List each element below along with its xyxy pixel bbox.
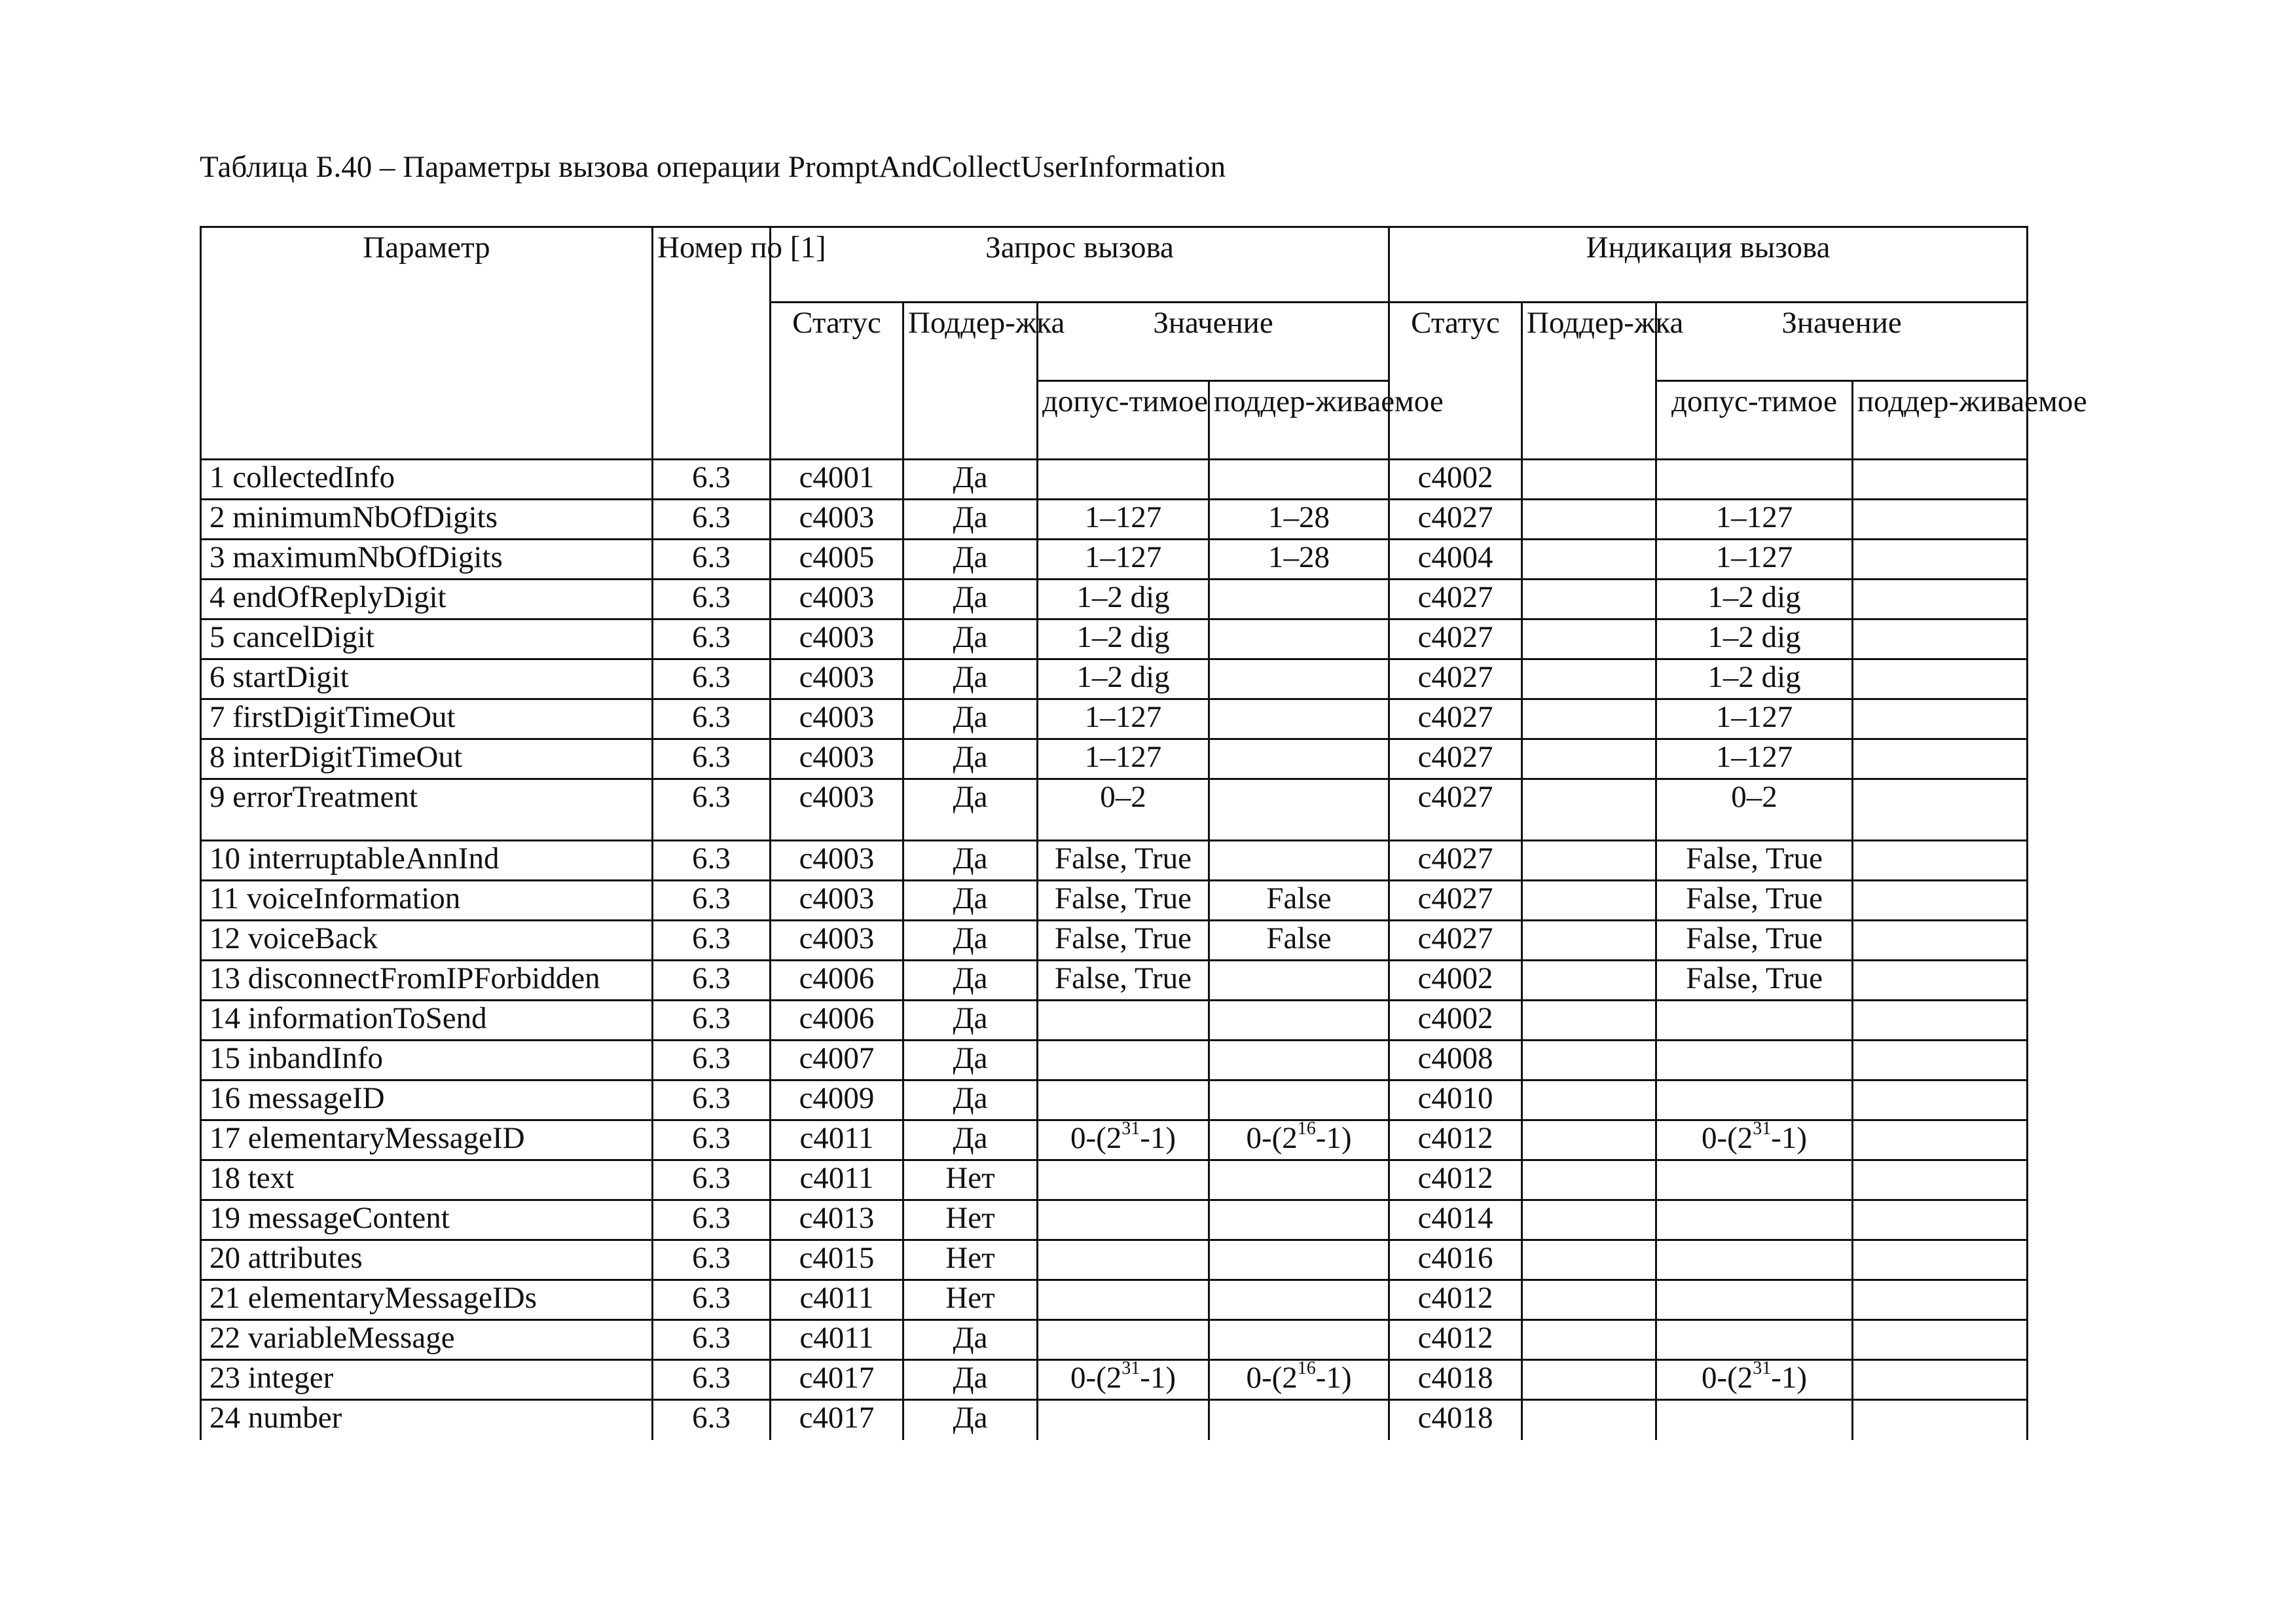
header-request-allowed: допус-тимое xyxy=(1038,381,1209,460)
request-allowed-cell xyxy=(1038,1041,1209,1080)
request-status-cell: c4003 xyxy=(771,841,903,881)
request-supported-cell xyxy=(1209,659,1389,699)
request-allowed-cell xyxy=(1038,460,1209,500)
request-status-cell: c4017 xyxy=(771,1400,903,1440)
table-row xyxy=(201,1240,2028,1280)
request-allowed-cell: False, True xyxy=(1038,881,1209,921)
param-cell: 2 minimumNbOfDigits xyxy=(201,500,653,540)
request-support-cell: Да xyxy=(903,580,1038,619)
number-cell: 6.3 xyxy=(653,841,771,881)
header-indication: Индикация вызова xyxy=(1389,227,2028,303)
indication-support-cell xyxy=(1522,619,1656,659)
request-status-cell: c4013 xyxy=(771,1200,903,1240)
indication-supported-cell xyxy=(1853,881,2028,921)
indication-status-cell: c4008 xyxy=(1389,1041,1522,1080)
table-row xyxy=(201,1001,2028,1041)
indication-status-cell: c4027 xyxy=(1389,779,1522,841)
param-cell: 15 inbandInfo xyxy=(201,1041,653,1080)
number-cell: 6.3 xyxy=(653,1320,771,1360)
table-row xyxy=(201,699,2028,739)
header-parameter: Параметр xyxy=(201,227,653,460)
indication-allowed-cell xyxy=(1656,1041,1853,1080)
header-request-value: Значение xyxy=(1038,303,1389,381)
request-supported-cell xyxy=(1209,739,1389,779)
request-support-cell: Да xyxy=(903,1120,1038,1160)
request-support-cell: Да xyxy=(903,460,1038,500)
number-cell: 6.3 xyxy=(653,881,771,921)
indication-supported-cell xyxy=(1853,460,2028,500)
indication-support-cell xyxy=(1522,1160,1656,1200)
table-row xyxy=(201,500,2028,540)
request-supported-cell: 1–28 xyxy=(1209,500,1389,540)
number-cell: 6.3 xyxy=(653,1360,771,1400)
request-status-cell: c4003 xyxy=(771,921,903,961)
header-number: Номер по [1] xyxy=(653,227,771,460)
request-allowed-cell: False, True xyxy=(1038,961,1209,1001)
indication-status-cell: c4004 xyxy=(1389,540,1522,580)
indication-allowed-cell: 1–2 dig xyxy=(1656,580,1853,619)
request-support-cell: Нет xyxy=(903,1280,1038,1320)
param-cell: 9 errorTreatment xyxy=(201,779,653,841)
request-status-cell: c4009 xyxy=(771,1080,903,1120)
request-status-cell: c4001 xyxy=(771,460,903,500)
indication-support-cell xyxy=(1522,921,1656,961)
request-support-cell: Да xyxy=(903,1360,1038,1400)
param-cell: 12 voiceBack xyxy=(201,921,653,961)
indication-supported-cell xyxy=(1853,1320,2028,1360)
indication-status-cell: c4027 xyxy=(1389,619,1522,659)
indication-allowed-cell xyxy=(1656,1320,1853,1360)
indication-support-cell xyxy=(1522,1001,1656,1041)
indication-allowed-cell: False, True xyxy=(1656,881,1853,921)
param-cell: 8 interDigitTimeOut xyxy=(201,739,653,779)
parameters-table xyxy=(200,226,2087,1440)
request-supported-cell xyxy=(1209,460,1389,500)
indication-allowed-cell: 1–2 dig xyxy=(1656,659,1853,699)
number-cell: 6.3 xyxy=(653,460,771,500)
param-cell: 17 elementaryMessageID xyxy=(201,1120,653,1160)
request-support-cell: Да xyxy=(903,699,1038,739)
number-cell: 6.3 xyxy=(653,1001,771,1041)
indication-allowed-cell: 1–127 xyxy=(1656,739,1853,779)
indication-status-cell: c4010 xyxy=(1389,1080,1522,1120)
indication-allowed-cell: 1–127 xyxy=(1656,500,1853,540)
request-support-cell: Да xyxy=(903,1001,1038,1041)
indication-allowed-cell: 0–2 xyxy=(1656,779,1853,841)
indication-allowed-cell xyxy=(1656,1001,1853,1041)
request-status-cell: c4003 xyxy=(771,659,903,699)
indication-status-cell: c4027 xyxy=(1389,739,1522,779)
number-cell: 6.3 xyxy=(653,500,771,540)
request-status-cell: c4003 xyxy=(771,699,903,739)
indication-support-cell xyxy=(1522,1080,1656,1120)
request-support-cell: Да xyxy=(903,1041,1038,1080)
param-cell: 11 voiceInformation xyxy=(201,881,653,921)
indication-status-cell: c4002 xyxy=(1389,460,1522,500)
param-cell: 21 elementaryMessageIDs xyxy=(201,1280,653,1320)
table-row xyxy=(201,1280,2028,1320)
param-cell: 3 maximumNbOfDigits xyxy=(201,540,653,580)
indication-status-cell: c4012 xyxy=(1389,1280,1522,1320)
indication-supported-cell xyxy=(1853,659,2028,699)
number-cell: 6.3 xyxy=(653,1041,771,1080)
request-allowed-cell: 1–127 xyxy=(1038,739,1209,779)
header-request-supported: поддер-живаемое xyxy=(1209,381,1389,460)
request-supported-cell xyxy=(1209,1080,1389,1120)
param-cell: 4 endOfReplyDigit xyxy=(201,580,653,619)
request-support-cell: Да xyxy=(903,1320,1038,1360)
indication-supported-cell xyxy=(1853,540,2028,580)
request-supported-cell: 1–28 xyxy=(1209,540,1389,580)
request-supported-cell xyxy=(1209,619,1389,659)
indication-supported-cell xyxy=(1853,699,2028,739)
request-status-cell: c4003 xyxy=(771,779,903,841)
request-allowed-cell xyxy=(1038,1240,1209,1280)
request-support-cell: Нет xyxy=(903,1200,1038,1240)
indication-support-cell xyxy=(1522,881,1656,921)
table-row xyxy=(201,1041,2028,1080)
indication-allowed-cell: $0-(2^{31}-1)$ xyxy=(1656,1120,1853,1160)
indication-support-cell xyxy=(1522,580,1656,619)
number-cell: 6.3 xyxy=(653,1120,771,1160)
indication-status-cell: c4016 xyxy=(1389,1240,1522,1280)
indication-supported-cell xyxy=(1853,1240,2028,1280)
indication-supported-cell xyxy=(1853,580,2028,619)
request-allowed-cell xyxy=(1038,1001,1209,1041)
request-supported-cell: $0-(2^{16}-1)$ xyxy=(1209,1120,1389,1160)
param-cell: 6 startDigit xyxy=(201,659,653,699)
indication-allowed-cell xyxy=(1656,1400,1853,1440)
request-allowed-cell xyxy=(1038,1400,1209,1440)
indication-allowed-cell: $0-(2^{31}-1)$ xyxy=(1656,1360,1853,1400)
param-cell: 10 interruptableAnnInd xyxy=(201,841,653,881)
request-allowed-cell: 1–127 xyxy=(1038,500,1209,540)
number-cell: 6.3 xyxy=(653,540,771,580)
indication-support-cell xyxy=(1522,841,1656,881)
indication-supported-cell xyxy=(1853,739,2028,779)
indication-status-cell: c4012 xyxy=(1389,1160,1522,1200)
table-row xyxy=(201,1200,2028,1240)
request-support-cell: Да xyxy=(903,841,1038,881)
request-supported-cell xyxy=(1209,841,1389,881)
request-allowed-cell: 1–2 dig xyxy=(1038,659,1209,699)
request-support-cell: Да xyxy=(903,619,1038,659)
request-status-cell: c4003 xyxy=(771,619,903,659)
request-status-cell: c4017 xyxy=(771,1360,903,1400)
number-cell: 6.3 xyxy=(653,961,771,1001)
indication-supported-cell xyxy=(1853,1280,2028,1320)
request-status-cell: c4011 xyxy=(771,1280,903,1320)
request-support-cell: Да xyxy=(903,739,1038,779)
param-cell: 24 number xyxy=(201,1400,653,1440)
request-status-cell: c4006 xyxy=(771,961,903,1001)
table-row xyxy=(201,1360,2028,1400)
indication-support-cell xyxy=(1522,1240,1656,1280)
indication-allowed-cell: 1–2 dig xyxy=(1656,619,1853,659)
header-indication-supported: поддер-живаемое xyxy=(1853,381,2028,460)
indication-supported-cell xyxy=(1853,841,2028,881)
request-supported-cell xyxy=(1209,580,1389,619)
request-support-cell: Да xyxy=(903,881,1038,921)
request-status-cell: c4005 xyxy=(771,540,903,580)
param-cell: 14 informationToSend xyxy=(201,1001,653,1041)
number-cell: 6.3 xyxy=(653,1080,771,1120)
request-support-cell: Да xyxy=(903,1080,1038,1120)
request-allowed-cell: 1–127 xyxy=(1038,699,1209,739)
request-status-cell: c4003 xyxy=(771,580,903,619)
request-supported-cell xyxy=(1209,1320,1389,1360)
indication-support-cell xyxy=(1522,739,1656,779)
request-status-cell: c4006 xyxy=(771,1001,903,1041)
request-support-cell: Да xyxy=(903,1400,1038,1440)
indication-allowed-cell: False, True xyxy=(1656,961,1853,1001)
number-cell: 6.3 xyxy=(653,1240,771,1280)
indication-supported-cell xyxy=(1853,1080,2028,1120)
table-row xyxy=(201,921,2028,961)
indication-support-cell xyxy=(1522,460,1656,500)
request-allowed-cell: 1–2 dig xyxy=(1038,580,1209,619)
request-supported-cell xyxy=(1209,1280,1389,1320)
number-cell: 6.3 xyxy=(653,1200,771,1240)
number-cell: 6.3 xyxy=(653,1280,771,1320)
table-row xyxy=(201,619,2028,659)
request-status-cell: c4003 xyxy=(771,500,903,540)
request-status-cell: c4011 xyxy=(771,1320,903,1360)
table-row xyxy=(201,841,2028,881)
indication-supported-cell xyxy=(1853,1360,2028,1400)
request-support-cell: Нет xyxy=(903,1240,1038,1280)
request-status-cell: c4003 xyxy=(771,881,903,921)
header-indication-support: Поддер-жка xyxy=(1522,303,1656,460)
request-allowed-cell: 1–127 xyxy=(1038,540,1209,580)
indication-support-cell xyxy=(1522,1360,1656,1400)
indication-support-cell xyxy=(1522,1041,1656,1080)
param-cell: 20 attributes xyxy=(201,1240,653,1280)
indication-support-cell xyxy=(1522,659,1656,699)
indication-status-cell: c4027 xyxy=(1389,580,1522,619)
request-allowed-cell xyxy=(1038,1200,1209,1240)
indication-status-cell: c4027 xyxy=(1389,921,1522,961)
indication-allowed-cell: 1–127 xyxy=(1656,699,1853,739)
request-supported-cell xyxy=(1209,1160,1389,1200)
table-row xyxy=(201,1160,2028,1200)
table-caption: Таблица Б.40 – Параметры вызова операции PromptAndCollectUserInformation xyxy=(200,150,1226,184)
indication-status-cell: c4018 xyxy=(1389,1400,1522,1440)
header-indication-value: Значение xyxy=(1656,303,2028,381)
indication-allowed-cell xyxy=(1656,460,1853,500)
table-row xyxy=(201,779,2028,841)
indication-allowed-cell xyxy=(1656,1160,1853,1200)
indication-status-cell: c4012 xyxy=(1389,1120,1522,1160)
number-cell: 6.3 xyxy=(653,1160,771,1200)
table-row xyxy=(201,1120,2028,1160)
indication-allowed-cell: False, True xyxy=(1656,921,1853,961)
indication-support-cell xyxy=(1522,1320,1656,1360)
indication-supported-cell xyxy=(1853,1400,2028,1440)
param-cell: 18 text xyxy=(201,1160,653,1200)
indication-allowed-cell: False, True xyxy=(1656,841,1853,881)
number-cell: 6.3 xyxy=(653,580,771,619)
indication-supported-cell xyxy=(1853,1200,2028,1240)
table-row xyxy=(201,540,2028,580)
header-indication-allowed: допус-тимое xyxy=(1656,381,1853,460)
indication-status-cell: c4002 xyxy=(1389,961,1522,1001)
request-allowed-cell: False, True xyxy=(1038,841,1209,881)
param-cell: 23 integer xyxy=(201,1360,653,1400)
indication-status-cell: c4027 xyxy=(1389,659,1522,699)
table-row xyxy=(201,1400,2028,1440)
indication-support-cell xyxy=(1522,1200,1656,1240)
indication-status-cell: c4018 xyxy=(1389,1360,1522,1400)
request-support-cell: Да xyxy=(903,779,1038,841)
request-allowed-cell: 0–2 xyxy=(1038,779,1209,841)
param-cell: 1 collectedInfo xyxy=(201,460,653,500)
request-support-cell: Нет xyxy=(903,1160,1038,1200)
request-status-cell: c4003 xyxy=(771,739,903,779)
param-cell: 22 variableMessage xyxy=(201,1320,653,1360)
indication-status-cell: c4027 xyxy=(1389,699,1522,739)
table-row xyxy=(201,1080,2028,1120)
indication-supported-cell xyxy=(1853,1041,2028,1080)
table-row xyxy=(201,961,2028,1001)
request-supported-cell xyxy=(1209,961,1389,1001)
request-status-cell: c4007 xyxy=(771,1041,903,1080)
number-cell: 6.3 xyxy=(653,699,771,739)
request-supported-cell: False xyxy=(1209,921,1389,961)
request-supported-cell: $0-(2^{16}-1)$ xyxy=(1209,1360,1389,1400)
header-request-status: Статус xyxy=(771,303,903,460)
indication-support-cell xyxy=(1522,699,1656,739)
number-cell: 6.3 xyxy=(653,1400,771,1440)
table-row xyxy=(201,580,2028,619)
indication-supported-cell xyxy=(1853,619,2028,659)
request-status-cell: c4011 xyxy=(771,1160,903,1200)
indication-support-cell xyxy=(1522,1280,1656,1320)
indication-support-cell xyxy=(1522,779,1656,841)
indication-support-cell xyxy=(1522,1400,1656,1440)
table-row xyxy=(201,881,2028,921)
header-request: Запрос вызова xyxy=(771,227,1389,303)
request-support-cell: Да xyxy=(903,540,1038,580)
number-cell: 6.3 xyxy=(653,739,771,779)
header-request-support: Поддер-жка xyxy=(903,303,1038,460)
indication-support-cell xyxy=(1522,540,1656,580)
indication-status-cell: c4027 xyxy=(1389,500,1522,540)
indication-status-cell: c4027 xyxy=(1389,841,1522,881)
indication-supported-cell xyxy=(1853,1001,2028,1041)
indication-support-cell xyxy=(1522,1120,1656,1160)
request-supported-cell xyxy=(1209,1041,1389,1080)
indication-supported-cell xyxy=(1853,779,2028,841)
indication-status-cell: c4002 xyxy=(1389,1001,1522,1041)
request-supported-cell xyxy=(1209,1400,1389,1440)
request-support-cell: Да xyxy=(903,500,1038,540)
indication-support-cell xyxy=(1522,500,1656,540)
indication-allowed-cell xyxy=(1656,1080,1853,1120)
number-cell: 6.3 xyxy=(653,659,771,699)
request-supported-cell xyxy=(1209,1200,1389,1240)
request-allowed-cell xyxy=(1038,1160,1209,1200)
indication-supported-cell xyxy=(1853,500,2028,540)
number-cell: 6.3 xyxy=(653,619,771,659)
param-cell: 7 firstDigitTimeOut xyxy=(201,699,653,739)
table-row xyxy=(201,1320,2028,1360)
param-cell: 19 messageContent xyxy=(201,1200,653,1240)
indication-support-cell xyxy=(1522,961,1656,1001)
request-supported-cell xyxy=(1209,779,1389,841)
param-cell: 13 disconnectFromIPForbidden xyxy=(201,961,653,1001)
param-cell: 16 messageID xyxy=(201,1080,653,1120)
indication-supported-cell xyxy=(1853,1120,2028,1160)
table-row xyxy=(201,739,2028,779)
request-allowed-cell: $0-(2^{31}-1)$ xyxy=(1038,1360,1209,1400)
request-status-cell: c4011 xyxy=(771,1120,903,1160)
request-allowed-cell xyxy=(1038,1320,1209,1360)
request-allowed-cell: $0-(2^{31}-1)$ xyxy=(1038,1120,1209,1160)
indication-allowed-cell: 1–127 xyxy=(1656,540,1853,580)
request-supported-cell: False xyxy=(1209,881,1389,921)
request-allowed-cell xyxy=(1038,1280,1209,1320)
table-row xyxy=(201,460,2028,500)
request-support-cell: Да xyxy=(903,961,1038,1001)
request-supported-cell xyxy=(1209,1240,1389,1280)
indication-supported-cell xyxy=(1853,921,2028,961)
request-allowed-cell: 1–2 dig xyxy=(1038,619,1209,659)
number-cell: 6.3 xyxy=(653,779,771,841)
request-allowed-cell xyxy=(1038,1080,1209,1120)
number-cell: 6.3 xyxy=(653,921,771,961)
indication-allowed-cell xyxy=(1656,1240,1853,1280)
indication-status-cell: c4027 xyxy=(1389,881,1522,921)
request-support-cell: Да xyxy=(903,921,1038,961)
header-indication-status: Статус xyxy=(1389,303,1522,460)
param-cell: 5 cancelDigit xyxy=(201,619,653,659)
request-status-cell: c4015 xyxy=(771,1240,903,1280)
request-support-cell: Да xyxy=(903,659,1038,699)
indication-status-cell: c4012 xyxy=(1389,1320,1522,1360)
request-supported-cell xyxy=(1209,1001,1389,1041)
indication-allowed-cell xyxy=(1656,1280,1853,1320)
table-row xyxy=(201,659,2028,699)
indication-allowed-cell xyxy=(1656,1200,1853,1240)
table-body xyxy=(201,460,2028,1440)
request-supported-cell xyxy=(1209,699,1389,739)
request-allowed-cell: False, True xyxy=(1038,921,1209,961)
indication-status-cell: c4014 xyxy=(1389,1200,1522,1240)
indication-supported-cell xyxy=(1853,1160,2028,1200)
indication-supported-cell xyxy=(1853,961,2028,1001)
